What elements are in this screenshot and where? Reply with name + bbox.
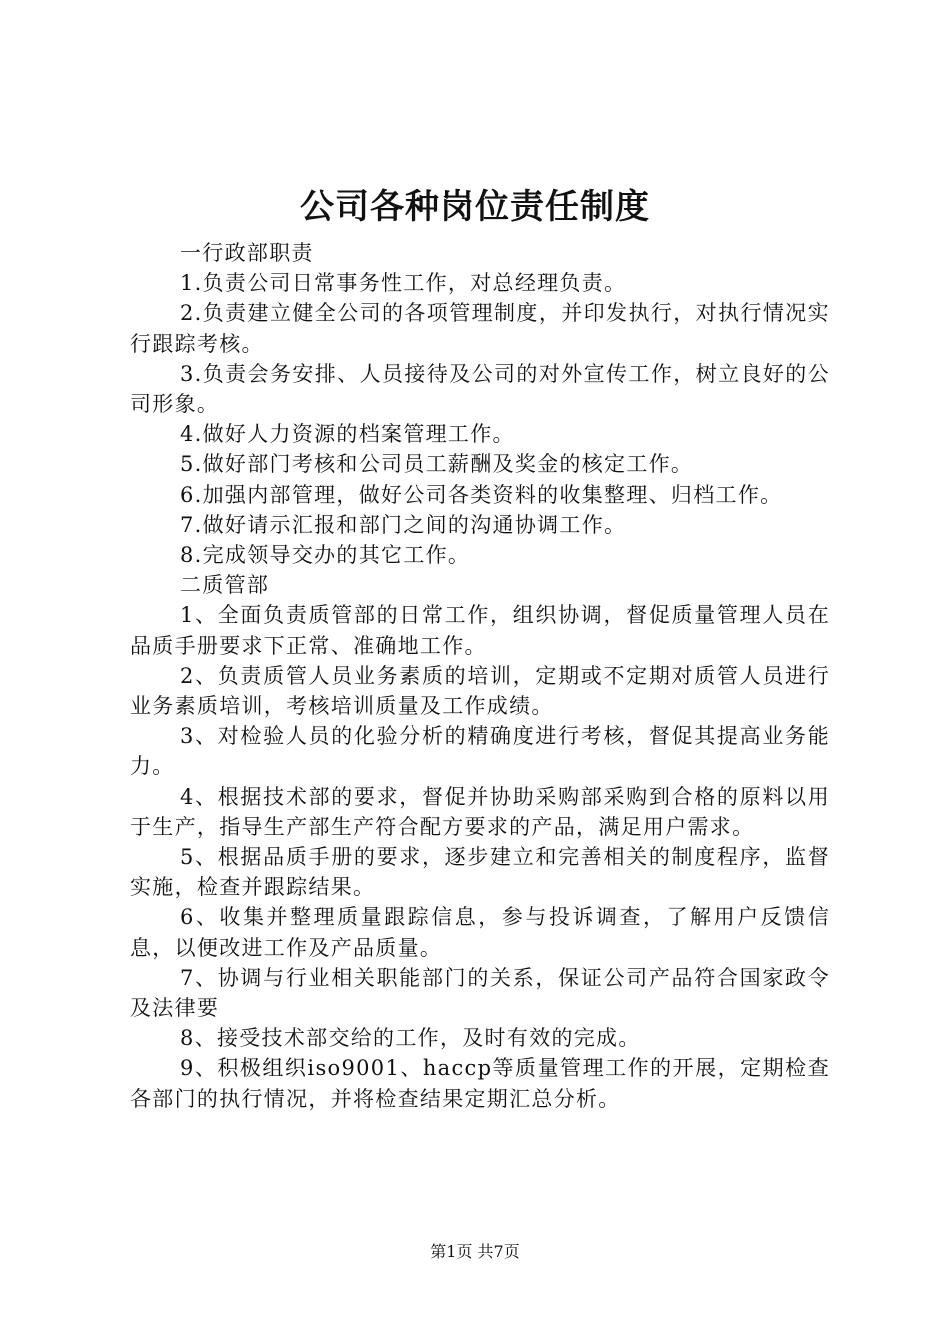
paragraph: 1.负责公司日常事务性工作，对总经理负责。 (180, 271, 627, 296)
paragraph: 4、根据技术部的要求，督促并协助采购部采购到合格的原料以用于生产，指导生产部生产符合配方要求的产品，满足用户需求。 (130, 784, 830, 839)
paragraph: 6.加强内部管理，做好公司各类资料的收集整理、归档工作。 (180, 482, 783, 507)
document-body (130, 238, 830, 1114)
page-footer: 第1页 共7页 (430, 1242, 520, 1261)
paragraph: 8、接受技术部交给的工作，及时有效的完成。 (180, 1026, 641, 1051)
paragraph: 5、根据品质手册的要求，逐步建立和完善相关的制度程序，监督实施，检查并跟踪结果。 (130, 845, 830, 900)
section-heading-admin: 一行政部职责 (180, 241, 314, 265)
paragraph: 8.完成领导交办的其它工作。 (180, 543, 471, 568)
paragraph: 4.做好人力资源的档案管理工作。 (180, 422, 515, 447)
paragraph: 2、负责质管人员业务素质的培训，定期或不定期对质管人员进行业务素质培训，考核培训质量及工作成绩。 (130, 663, 830, 719)
paragraph: 1、全面负责质管部的日常工作，组织协调，督促质量管理人员在品质手册要求下正常、准确地工作。 (130, 603, 830, 658)
paragraph: 9、积极组织iso9001、haccp等质量管理工作的开展，定期检查各部门的执行情况，并将检查结果定期汇总分析。 (130, 1056, 830, 1111)
paragraph: 5.做好部门考核和公司员工薪酬及奖金的核定工作。 (180, 452, 694, 477)
paragraph: 3.负责会务安排、人员接待及公司的对外宣传工作，树立良好的公司形象。 (130, 361, 830, 417)
document-title: 公司各种岗位责任制度 (300, 187, 650, 227)
paragraph: 7.做好请示汇报和部门之间的沟通协调工作。 (180, 512, 627, 537)
section-heading-quality: 二质管部 (180, 573, 270, 598)
paragraph: 7、协调与行业相关职能部门的关系，保证公司产品符合国家政令及法律要 (130, 965, 830, 1021)
paragraph: 6、收集并整理质量跟踪信息，参与投诉调查，了解用户反馈信息，以便改进工作及产品质量。 (130, 905, 830, 960)
paragraph: 2.负责建立健全公司的各项管理制度，并印发执行，对执行情况实行跟踪考核。 (130, 301, 830, 356)
paragraph: 3、对检验人员的化验分析的精确度进行考核，督促其提高业务能力。 (130, 724, 830, 779)
